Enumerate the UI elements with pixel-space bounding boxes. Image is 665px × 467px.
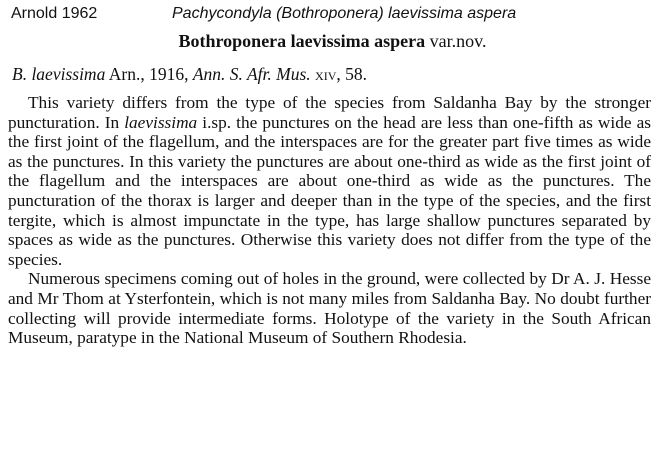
paragraph-1-italic: laevissima: [124, 112, 198, 132]
synonym-name: B. laevissima: [12, 64, 106, 84]
page-header: [11, 4, 657, 24]
paragraph-2: Numerous specimens coming out of holes in the ground, were collected by Dr A. J. Hesse and Mr Thom at Ysterfontein, which is not many miles from Saldanha Bay. No doubt further collecting will provide intermediate forms. Holotype of the variety in the South African Museum, paratype in the National Museum of Southern Rhodesia.: [8, 269, 651, 348]
synonymy-line: [12, 63, 367, 85]
synonym-volume: xiv: [315, 64, 337, 84]
synonym-page: , 58.: [336, 64, 367, 84]
header-taxon: Pachycondyla (Bothroponera) laevissima aspera: [172, 5, 517, 22]
header-author: Arnold 1962: [11, 5, 98, 22]
species-name: Bothroponera laevissima aspera: [178, 31, 426, 51]
species-title: [0, 30, 665, 52]
description-body: [8, 93, 651, 348]
paragraph-1-part1: This variety differs from the type of the species from Saldanha Bay by the stronger puncturation. In: [8, 93, 651, 132]
synonym-author-year: Arn., 1916,: [108, 64, 189, 84]
paragraph-1: [8, 93, 651, 269]
species-status: var.nov.: [429, 31, 487, 51]
synonym-journal: Ann. S. Afr. Mus.: [192, 64, 311, 84]
paragraph-1-part2: i.sp. the punctures on the head are less than one-fifth as wide as the first joint of the flagellum, and the interspaces are for the greater part five times as wide as the punctures. In this variety the punctures are about one-third as wide as the first joint of the flagellum and the interspaces are about one-third as wide as the punctures. The puncturation of the thorax is larger and deeper than in the type of the species, and the first tergite, which is almost impunctate in the type, has large shallow punctures separated by spaces as wide as the punctures. Otherwise this variety does not differ from the type of the species.: [8, 112, 651, 269]
